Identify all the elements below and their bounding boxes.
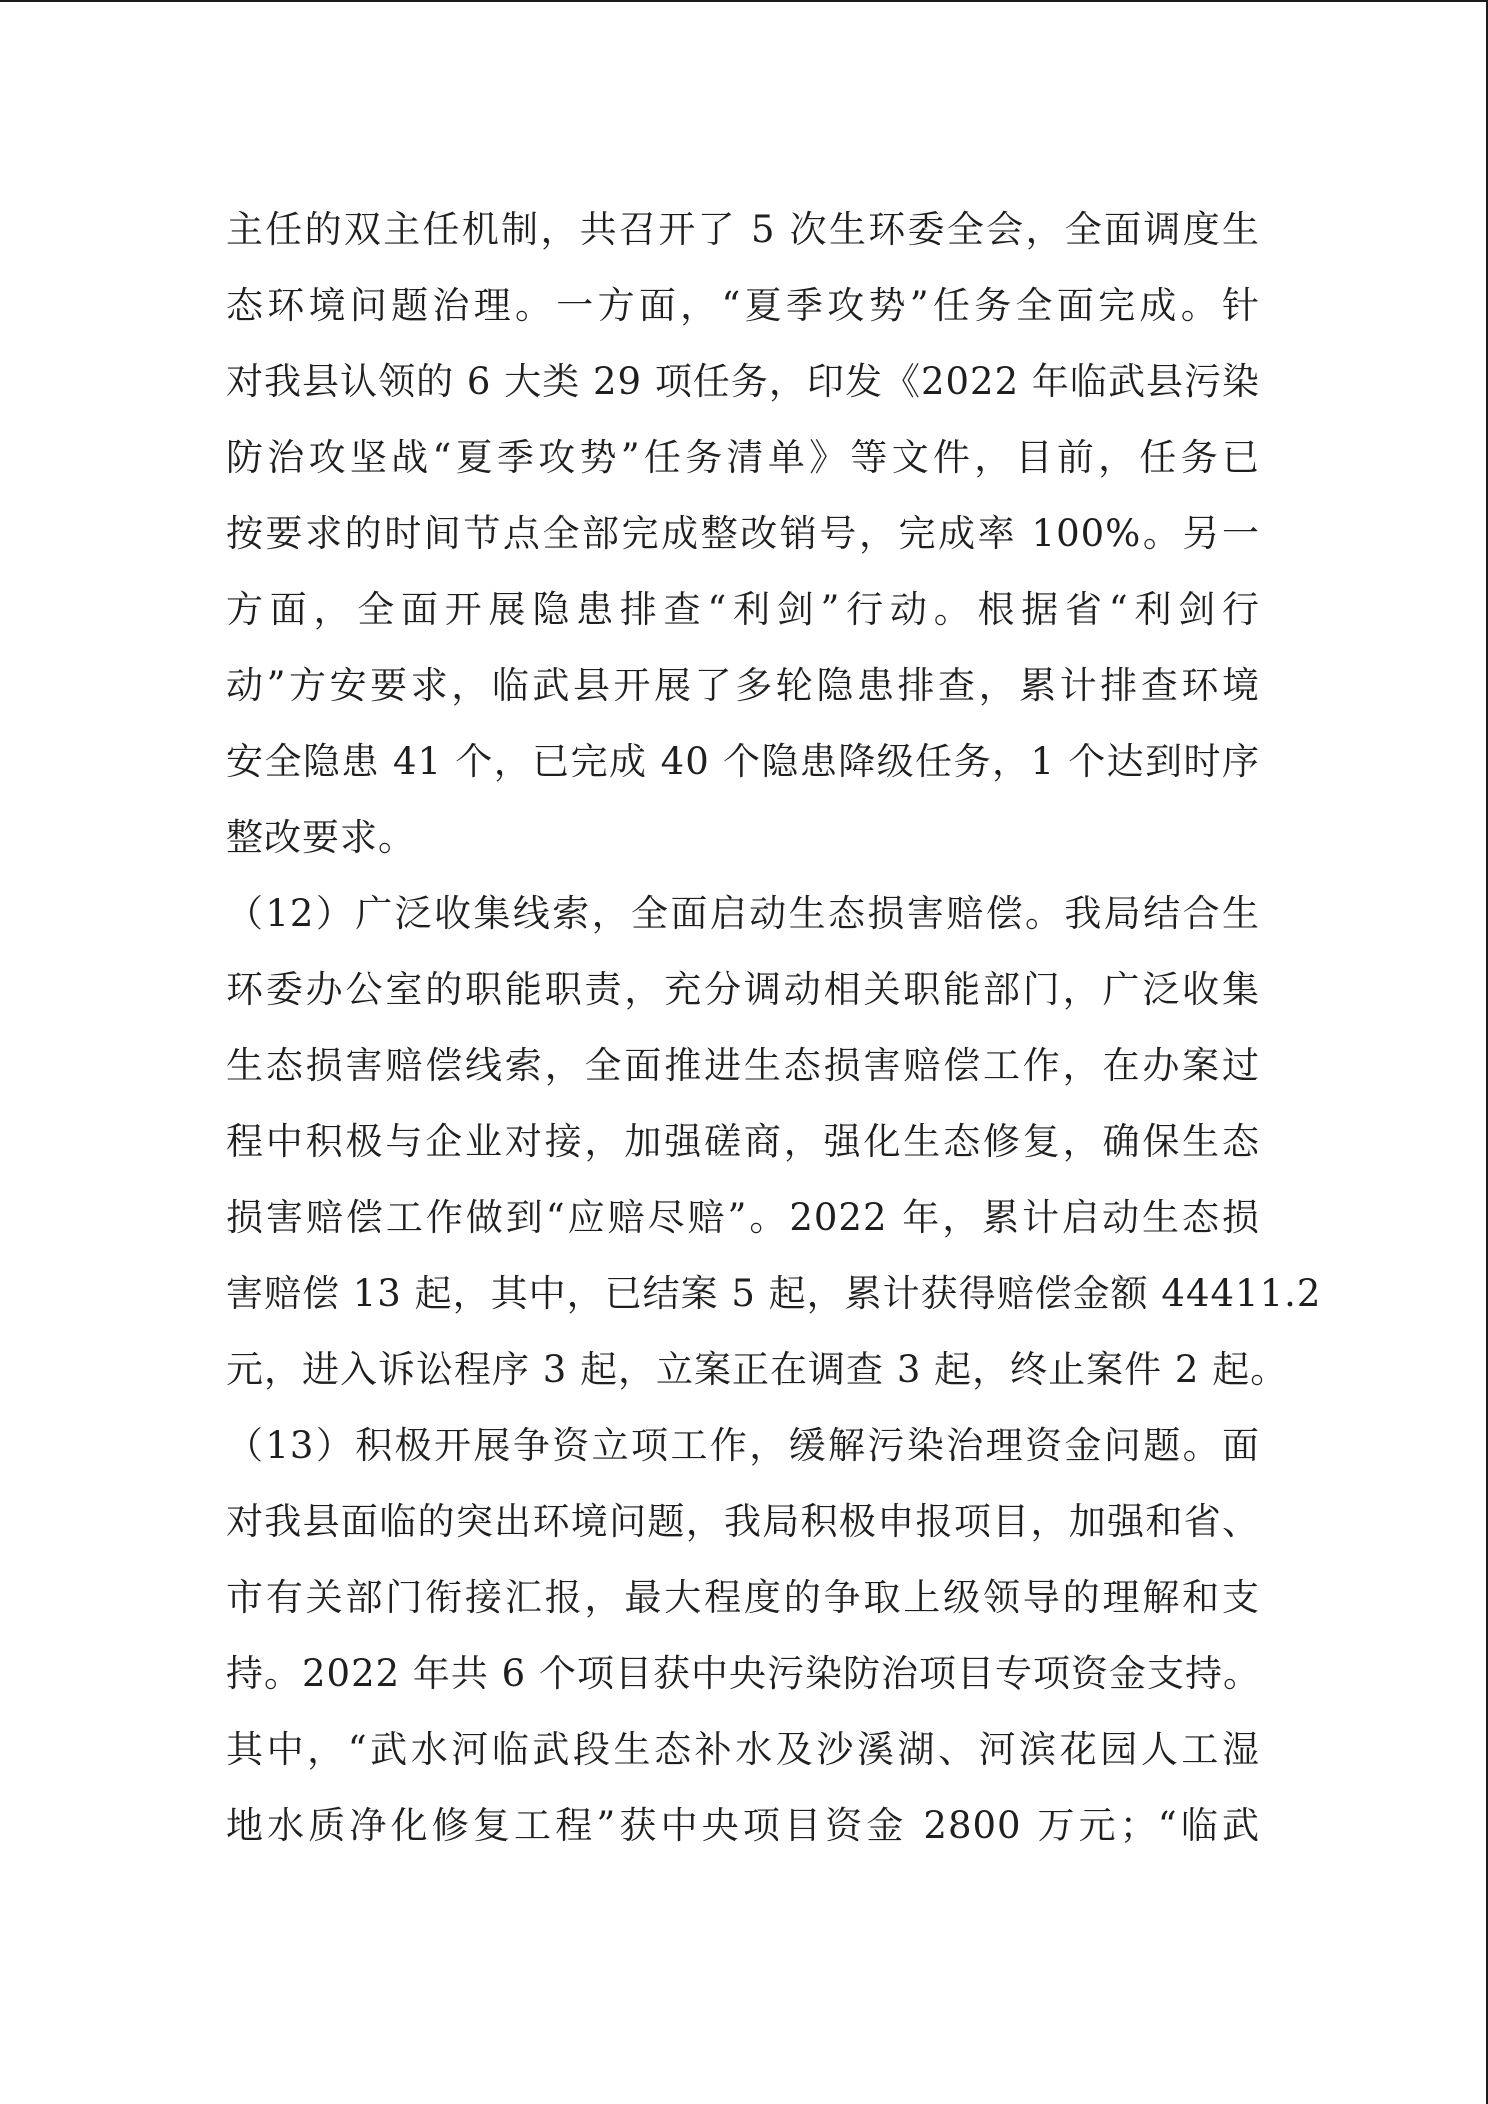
text-line: 安全隐患 41 个，已完成 40 个隐患降级任务，1 个达到时序: [226, 740, 1260, 783]
text-line: （13）积极开展争资立项工作，缓解污染治理资金问题。面: [226, 1424, 1260, 1467]
text-line: 防治攻坚战“夏季攻势”任务清单》等文件，目前，任务已: [226, 436, 1260, 479]
text-line: （12）广泛收集线索，全面启动生态损害赔偿。我局结合生: [226, 892, 1260, 935]
paragraph-13: [226, 1408, 1260, 1864]
text-line: 元，进入诉讼程序 3 起，立案正在调查 3 起，终止案件 2 起。: [226, 1348, 1289, 1391]
text-line: 生态损害赔偿线索，全面推进生态损害赔偿工作，在办案过: [226, 1044, 1260, 1087]
text-line: 对我县面临的突出环境问题，我局积极申报项目，加强和省、: [226, 1500, 1260, 1543]
text-line: 市有关部门衔接汇报，最大程度的争取上级领导的理解和支: [226, 1576, 1260, 1619]
text-line: 地水质净化修复工程”获中央项目资金 2800 万元；“临武: [226, 1804, 1260, 1847]
text-line: 方面，全面开展隐患排查“利剑”行动。根据省“利剑行: [226, 588, 1260, 631]
text-line: 持。2022 年共 6 个项目获中央污染防治项目专项资金支持。: [226, 1652, 1261, 1695]
text-line: 环委办公室的职能职责，充分调动相关职能部门，广泛收集: [226, 968, 1260, 1011]
text-line: 整改要求。: [226, 816, 416, 859]
text-line: 程中积极与企业对接，加强磋商，强化生态修复，确保生态: [226, 1120, 1260, 1163]
paragraph-continued: [226, 192, 1260, 876]
text-line: 害赔偿 13 起，其中，已结案 5 起，累计获得赔偿金额 44411.2: [226, 1272, 1322, 1315]
paragraph-12: [226, 876, 1322, 1408]
text-line: 态环境问题治理。一方面，“夏季攻势”任务全面完成。针: [226, 284, 1260, 327]
text-line: 主任的双主任机制，共召开了 5 次生环委全会，全面调度生: [226, 208, 1260, 251]
document-body: [226, 192, 1322, 1864]
text-line: 对我县认领的 6 大类 29 项任务，印发《2022 年临武县污染: [226, 360, 1260, 403]
text-line: 动”方安要求，临武县开展了多轮隐患排查，累计排查环境: [226, 664, 1260, 707]
text-line: 其中，“武水河临武段生态补水及沙溪湖、河滨花园人工湿: [226, 1728, 1260, 1771]
text-line: 按要求的时间节点全部完成整改销号，完成率 100%。另一: [226, 512, 1260, 555]
text-line: 损害赔偿工作做到“应赔尽赔”。2022 年，累计启动生态损: [226, 1196, 1260, 1239]
